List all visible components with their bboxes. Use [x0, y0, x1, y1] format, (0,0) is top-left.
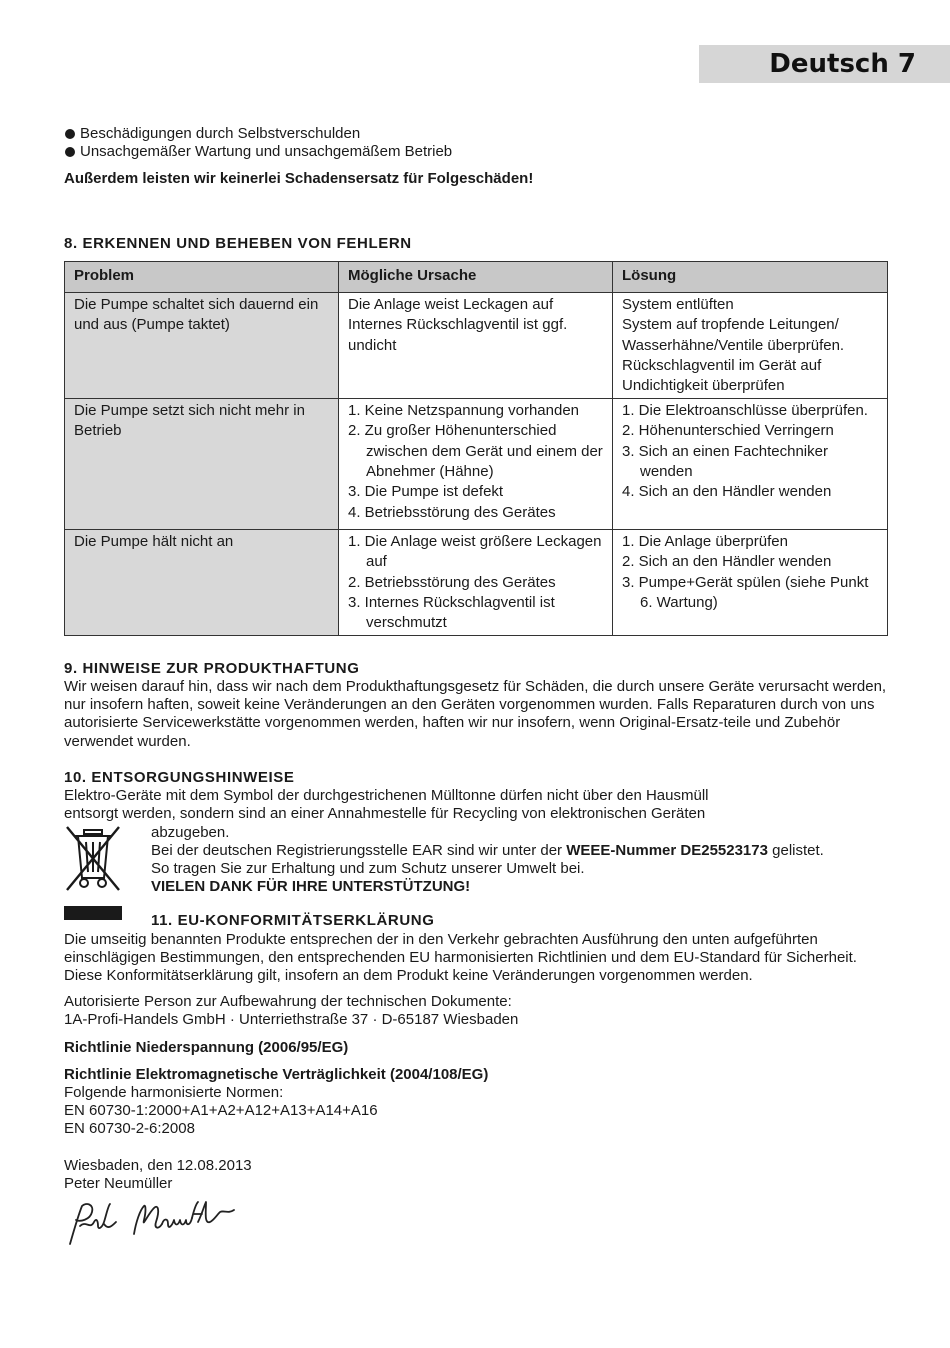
- signer-name: Peter Neumüller: [64, 1174, 173, 1192]
- auth-line2: 1A-Profi-Handels GmbH · Unterriethstraße 37 · D-65187 Wiesbaden: [64, 1011, 519, 1029]
- section10-line5: So tragen Sie zur Erhaltung und zum Schutz unserer Umwelt bei.: [151, 859, 585, 877]
- document-body: [64, 125, 888, 1193]
- list-item: Beschädigungen durch Selbstverschulden: [64, 125, 888, 143]
- registration-line: Bei der deutschen Registrierungsstelle EAR sind wir unter der WEEE-Nummer DE25523173 gelistet.: [151, 841, 824, 859]
- intro-bullet-list: [64, 125, 888, 161]
- page-header-tab: [699, 45, 950, 83]
- section9-title: 9. HINWEISE ZUR PRODUKTHAFTUNG: [64, 659, 360, 677]
- handwritten-signature: [64, 1200, 244, 1252]
- solution-line: System auf tropfende Leitungen/ Wasserhähne/Ventile überprüfen.: [622, 316, 845, 354]
- norms-label: Folgende harmonisierte Normen:: [64, 1083, 284, 1101]
- column-header-solution: Lösung: [613, 261, 888, 292]
- auth-line1: Autorisierte Person zur Aufbewahrung der technischen Dokumente:: [64, 993, 512, 1011]
- solution-cell: [613, 529, 888, 635]
- cause-item: 1. Die Anlage weist größere Leckagen auf: [348, 532, 602, 571]
- norm-1: EN 60730-1:2000+A1+A2+A12+A13+A14+A16: [64, 1102, 378, 1120]
- problem-cell: Die Pumpe setzt sich nicht mehr in Betrieb: [65, 398, 339, 529]
- solution-item: 1. Die Elektroanschlüsse überprüfen.: [622, 401, 868, 419]
- problem-cell: Die Pumpe hält nicht an: [65, 529, 339, 635]
- section10-line3: abzugeben.: [151, 823, 230, 841]
- section10-line2: entsorgt werden, sondern sind an einer Annahmestelle für Recycling von elektronischen Geräten: [64, 805, 706, 823]
- cause-item: 3. Internes Rückschlagventil ist verschmutzt: [348, 594, 555, 632]
- thanks-line: VIELEN DANK FÜR IHRE UNTERSTÜTZUNG!: [151, 878, 471, 896]
- section11-title: 11. EU-KONFORMITÄTSERKLÄRUNG: [151, 912, 435, 930]
- list-item: Unsachgemäßer Wartung und unsachgemäßem Betrieb: [64, 143, 888, 161]
- solution-item: 2. Höhenunterschied Verringern: [622, 422, 834, 440]
- directive-low-voltage: Richtlinie Niederspannung (2006/95/EG): [64, 1038, 349, 1056]
- cause-item: 4. Betriebsstörung des Gerätes: [348, 503, 556, 521]
- cause-cell: [339, 529, 613, 635]
- weee-number: WEEE-Nummer DE25523173: [566, 841, 768, 859]
- section10-title: 10. ENTSORGUNGSHINWEISE: [64, 768, 295, 786]
- cause-item: 3. Die Pumpe ist defekt: [348, 483, 504, 501]
- solution-item: 3. Sich an einen Fachtechniker wenden: [622, 442, 828, 481]
- weee-marking-bar: [64, 906, 122, 920]
- solution-item: 1. Die Anlage überprüfen: [622, 532, 788, 550]
- section10-line1: Elektro-Geräte mit dem Symbol der durchgestrichenen Mülltonne dürfen nicht über den Hausmüll: [64, 787, 709, 805]
- intro-notice: Außerdem leisten wir keinerlei Schadensersatz für Folgeschäden!: [64, 170, 534, 188]
- place-date: Wiesbaden, den 12.08.2013: [64, 1156, 252, 1174]
- cause-item: 2. Betriebsstörung des Gerätes: [348, 573, 556, 591]
- problem-cell: Die Pumpe schaltet sich dauernd ein und aus (Pumpe taktet): [65, 292, 339, 398]
- cause-line: Internes Rückschlagventil ist ggf. undicht: [348, 316, 568, 354]
- table-row: [65, 292, 888, 398]
- norm-2: EN 60730-2-6:2008: [64, 1120, 195, 1138]
- section11-text: Die umseitig benannten Produkte entsprechen der in den Verkehr gebrachten Ausführung den unten aufgeführten einschlägigen Bestimmungen, den entsprechenden EU harmonisierten Richtlinien und dem EU-Standard für Sicherheit. Diese Konformitätserklärung gilt, insofern an dem Produkt keine Veränderungen vorgenommen werden.: [64, 930, 857, 984]
- cause-cell: [339, 292, 613, 398]
- section9-text: Wir weisen darauf hin, dass wir nach dem Produkthaftungsgesetz für Schäden, die durch unsere Geräte verursacht werden, nur insofern haften, soweit keine Veränderungen an den Geräten vorgenommen wurden. Falls Reparaturen durch von uns autorisierte Servicewerkstätte vorgenommen werden, haften wir nur insofern, wenn Original-Ersatz-teile und Zubehör verwendet wurden.: [64, 678, 887, 750]
- solution-line: Rückschlagventil im Gerät auf Undichtigkeit überprüfen: [622, 357, 822, 395]
- cause-item: 1. Keine Netzspannung vorhanden: [348, 401, 580, 419]
- directive-emc: Richtlinie Elektromagnetische Verträglichkeit (2004/108/EG): [64, 1065, 489, 1083]
- page-label: Deutsch 7: [769, 48, 916, 79]
- cause-line: Die Anlage weist Leckagen auf: [348, 295, 554, 313]
- column-header-problem: Problem: [65, 261, 339, 292]
- column-header-cause: Mögliche Ursache: [339, 261, 613, 292]
- section8-title: 8. ERKENNEN UND BEHEBEN VON FEHLERN: [64, 234, 412, 252]
- solution-item: 4. Sich an den Händler wenden: [622, 483, 832, 501]
- solution-item: 2. Sich an den Händler wenden: [622, 553, 832, 571]
- solution-item: 3. Pumpe+Gerät spülen (siehe Punkt 6. Wartung): [622, 573, 869, 612]
- solution-cell: [613, 292, 888, 398]
- weee-block: [64, 824, 888, 931]
- table-header-row: [65, 261, 888, 292]
- table-row: [65, 529, 888, 635]
- cause-cell: [339, 398, 613, 529]
- crossed-out-wheelie-bin-icon: [64, 824, 122, 892]
- solution-line: System entlüften: [622, 295, 734, 313]
- fault-table: [64, 261, 888, 636]
- cause-item: 2. Zu großer Höhenunterschied zwischen dem Gerät und einem der Abnehmer (Hähne): [348, 422, 603, 481]
- table-row: [65, 398, 888, 529]
- solution-cell: [613, 398, 888, 529]
